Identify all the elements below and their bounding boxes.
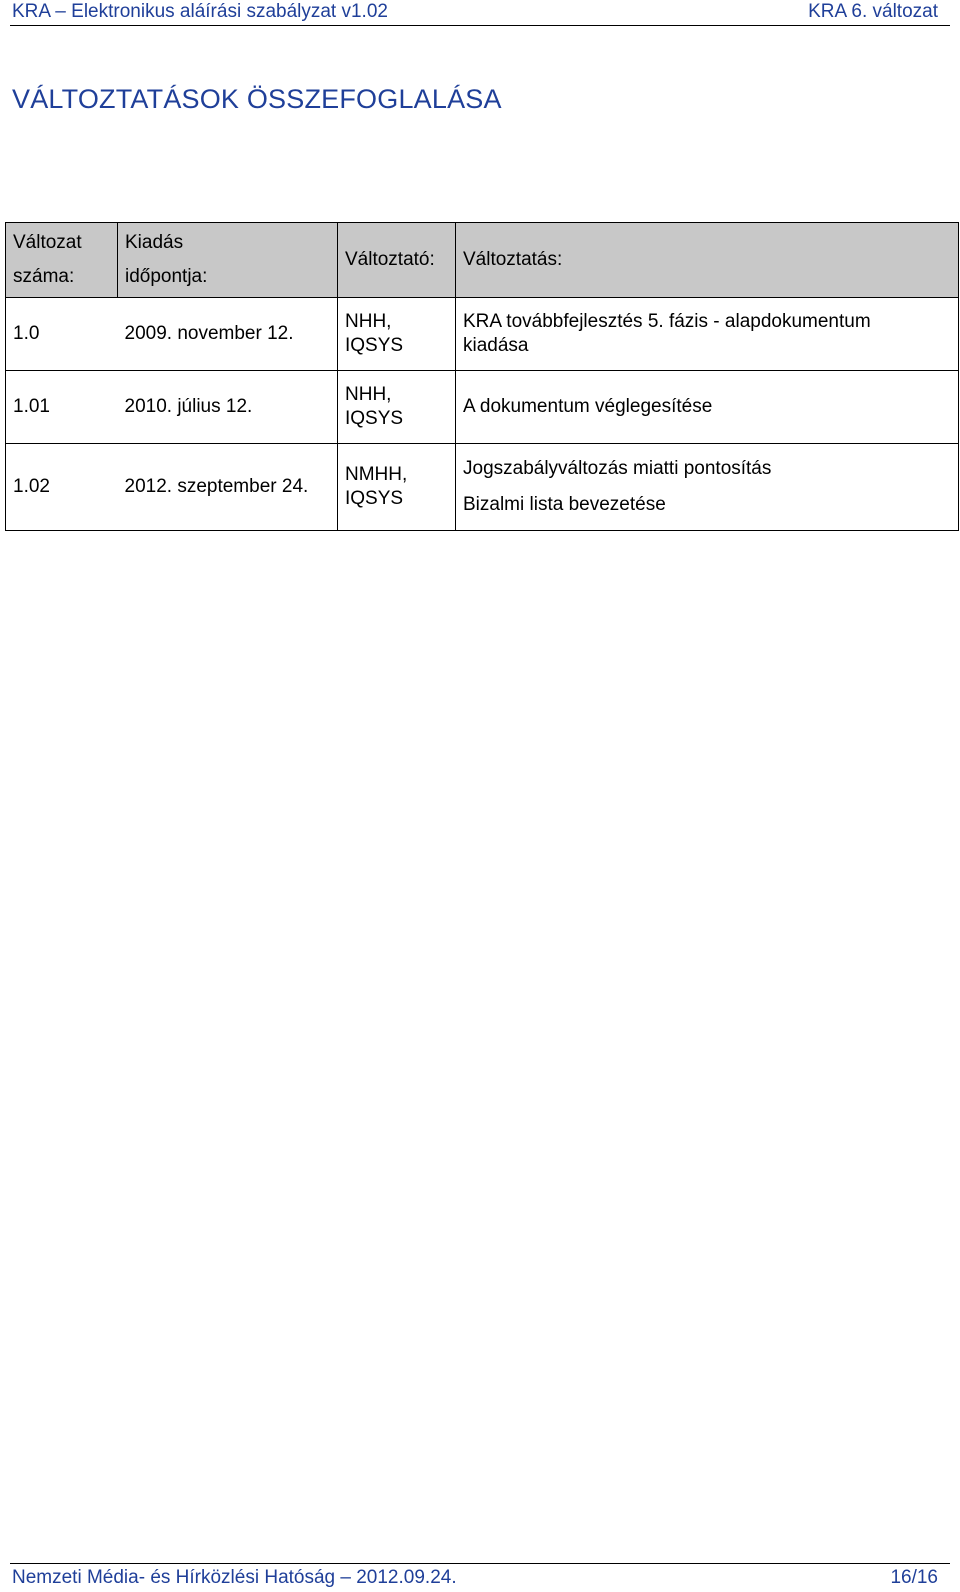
row-change-line1: Jogszabályváltozás miatti pontosítás [463,458,772,479]
row-version: 1.01 [6,371,118,444]
header-version [6,223,118,298]
header-document-title: KRA – Elektronikus aláírási szabályzat v1.02 [12,1,388,22]
table-row [6,298,959,371]
section-title: VÁLTOZTATÁSOK ÖSSZEFOGLALÁSA [12,84,502,114]
footer-organization-date: Nemzeti Média- és Hírközlési Hatóság – 2012.09.24. [12,1567,457,1588]
row-change [456,371,959,444]
row-author-line2: IQSYS [345,335,404,356]
row-change-line1: A dokumentum véglegesítése [463,396,713,417]
table-header-row [6,223,959,298]
header-date-line1: Kiadás [125,232,184,253]
header-change: Változtatás: [456,223,959,298]
row-change-line2: kiadása [463,335,529,356]
change-summary-table [5,222,959,531]
row-change-line1: KRA továbbfejlesztés 5. fázis - alapdokumentum [463,311,871,332]
row-author [338,298,456,371]
page-header [10,0,950,26]
table-row [6,444,959,531]
row-change [456,298,959,371]
row-author-line1: NHH, [345,384,392,405]
header-version-label: KRA 6. változat [808,1,938,22]
header-version-line1: Változat [13,232,82,253]
row-date: 2009. november 12. [118,298,338,371]
row-change-line2: Bizalmi lista bevezetése [463,494,666,515]
page-number: 16/16 [890,1567,938,1588]
row-version: 1.02 [6,444,118,531]
header-author: Változtató: [338,223,456,298]
header-date [118,223,338,298]
row-author-line1: NMHH, [345,464,408,485]
row-author-line2: IQSYS [345,488,404,509]
header-date-line2: időpontja: [125,266,208,287]
row-date: 2010. július 12. [118,371,338,444]
row-author [338,371,456,444]
row-author-line1: NHH, [345,311,392,332]
page-footer [10,1563,950,1592]
header-version-line2: száma: [13,266,75,287]
row-author-line2: IQSYS [345,408,404,429]
row-version: 1.0 [6,298,118,371]
row-change [456,444,959,531]
row-author [338,444,456,531]
row-date: 2012. szeptember 24. [118,444,338,531]
table-row [6,371,959,444]
